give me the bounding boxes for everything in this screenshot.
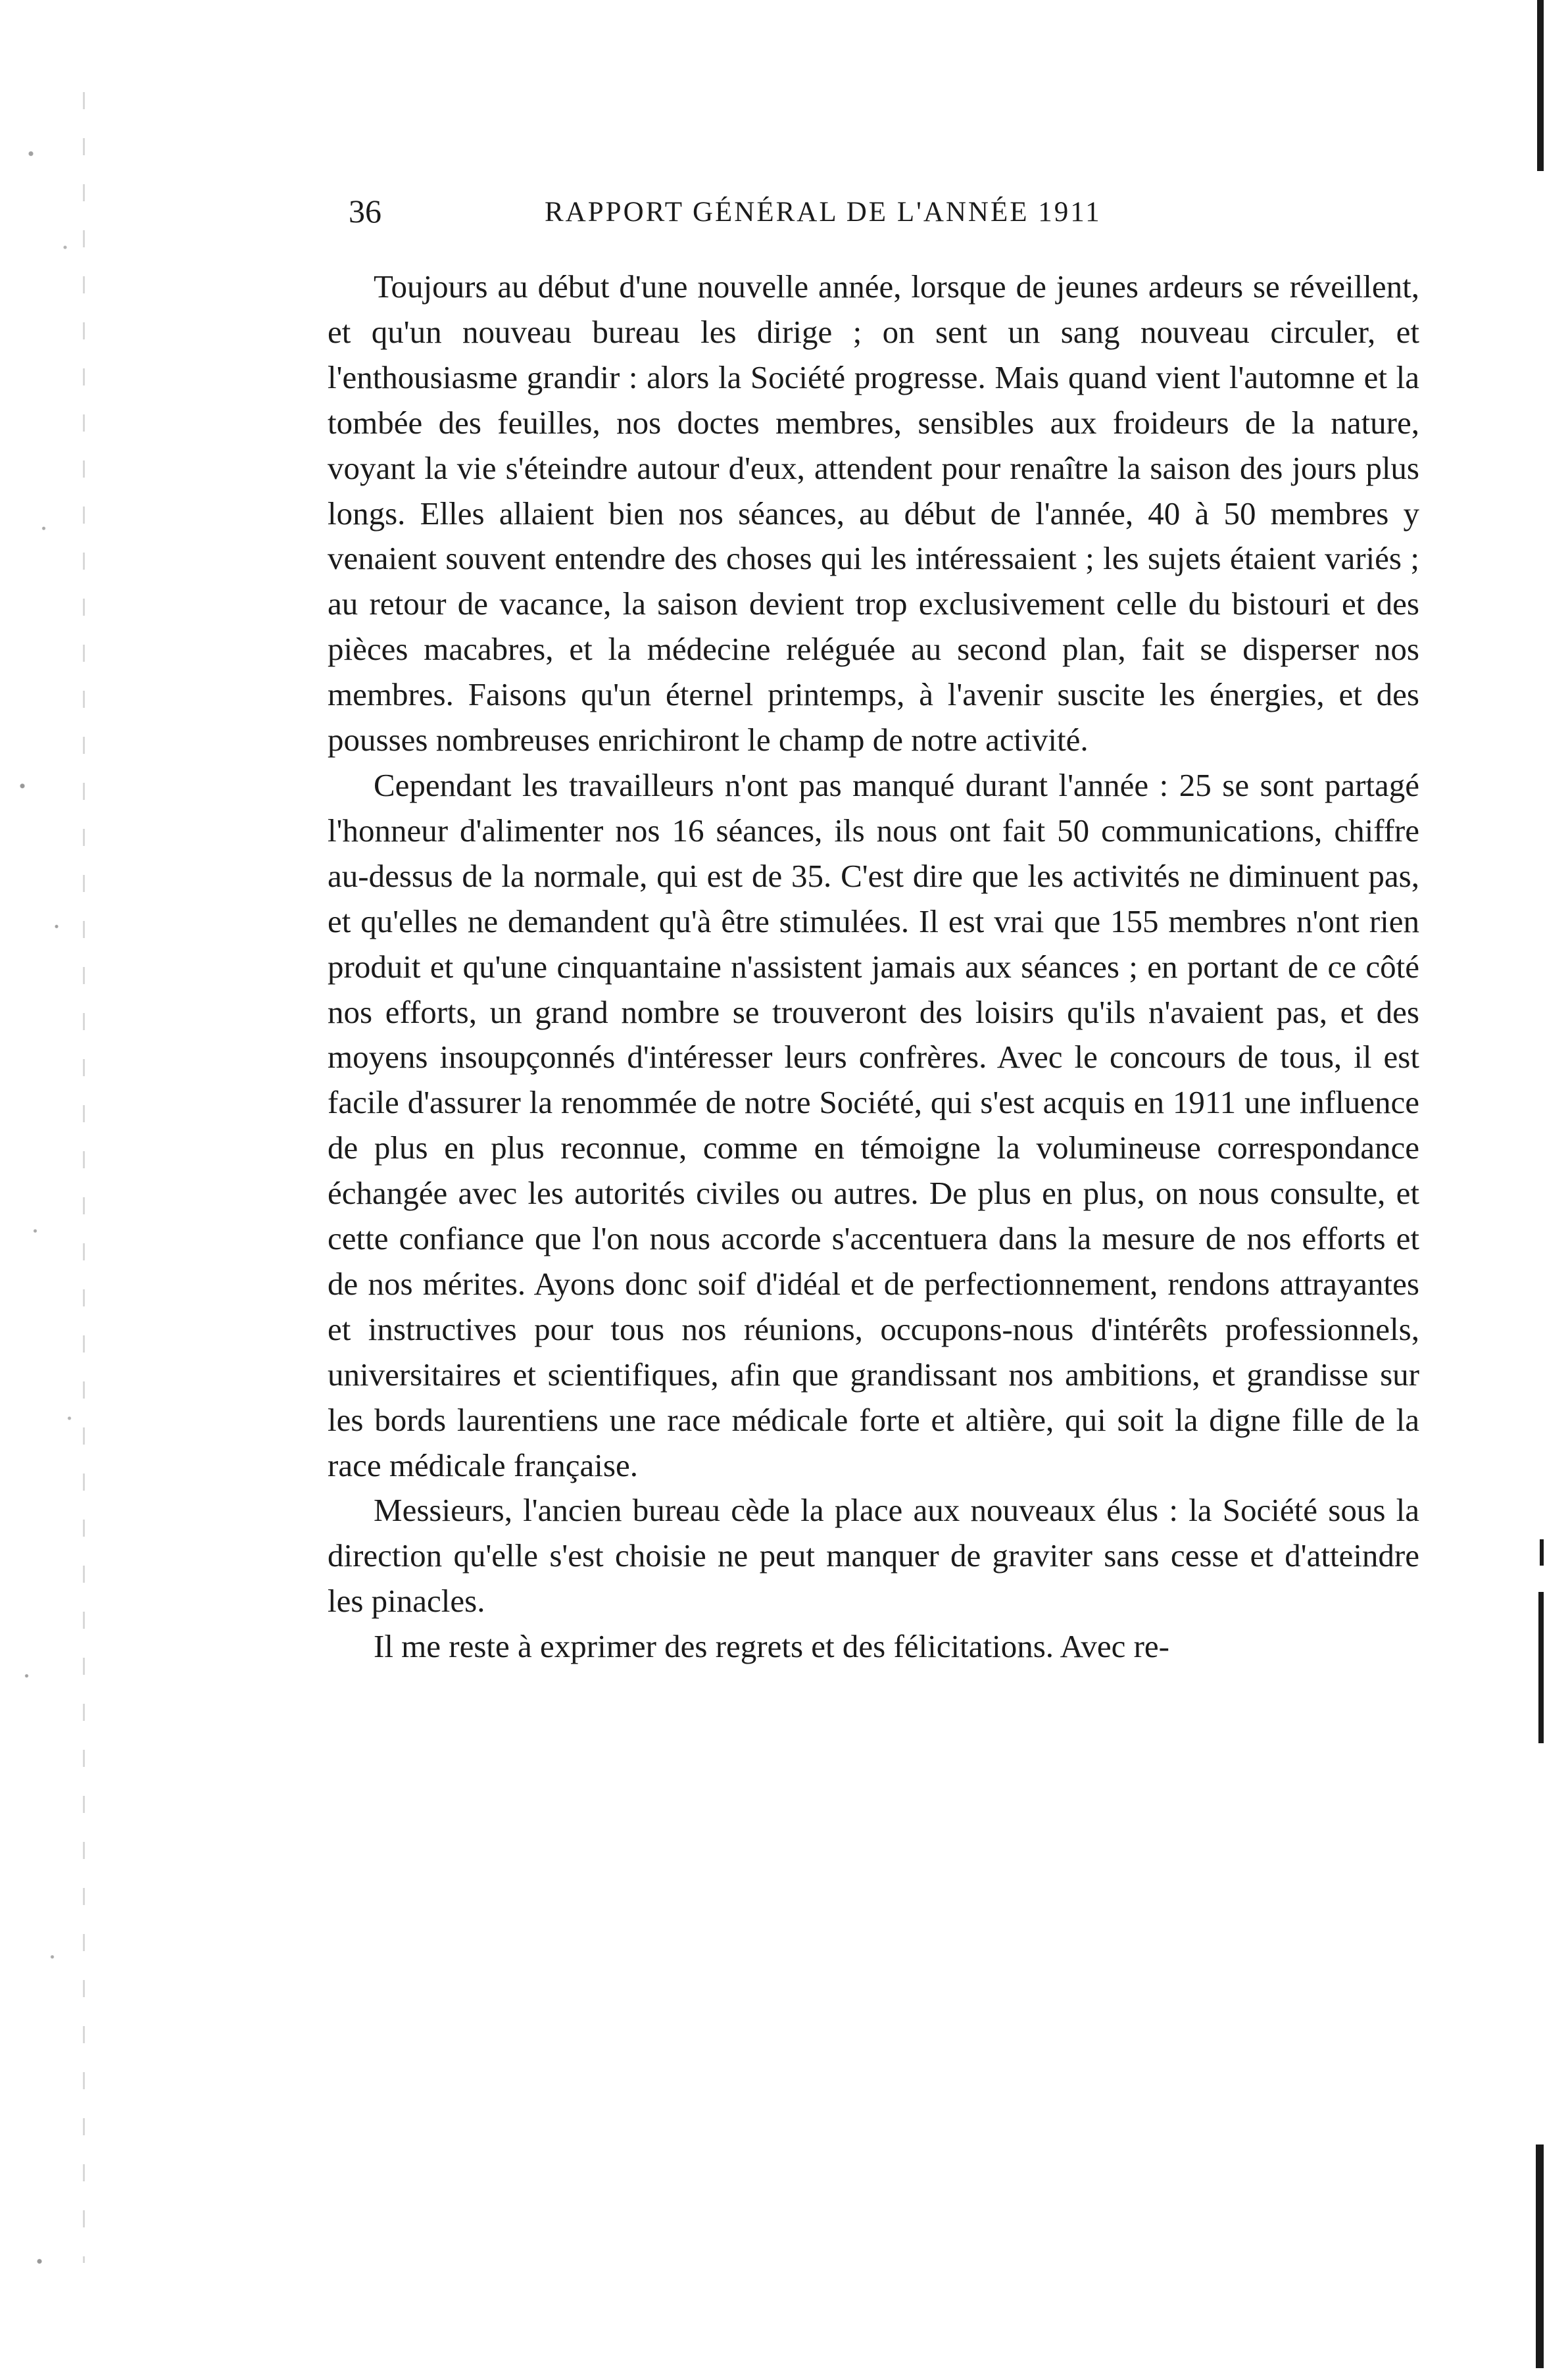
scan-margin-left — [5, 13, 91, 2355]
page-number: 36 — [349, 193, 381, 230]
page-header — [328, 178, 1419, 257]
paragraph: Messieurs, l'ancien bureau cède la place aux nouveaux élus : la Société sous la direction qu'elle s'est choisie ne peut manquer de graviter sans cesse et d'atteindre les pinacles. — [328, 1492, 1419, 1620]
running-head: RAPPORT GÉNÉRAL DE L'ANNÉE 1911 — [545, 197, 1102, 228]
scan-edge-mark — [1538, 1592, 1544, 1743]
body-text — [328, 264, 1419, 1670]
scan-edge-mark — [1537, 0, 1544, 171]
scan-edge-mark — [1540, 1539, 1544, 1566]
paragraph: Il me reste à exprimer des regrets et des félicitations. Avec re- — [374, 1628, 1169, 1665]
scan-edge-mark — [1536, 2144, 1544, 2368]
paragraph: Toujours au début d'une nouvelle année, lorsque de jeunes ardeurs se réveillent, et qu'un nouveau bureau les dirige ; on sent un sang nouveau circuler, et l'enthousiasme grandir : alors la Société progresse. Mais quand vient l'automne et la tombée des feuilles, nos doctes membres, sensibles aux froideurs de la nature, voyant la vie s'éteindre autour d'eux, attendent pour renaître la saison des jours plus longs. Elles allaient bien nos séances, au début de l'année, 40 à 50 membres y venaient souvent entendre des choses qui les intéressaient ; les sujets étaient variés ; au retour de vacance, la saison devient trop exclusivement celle du bistouri et des pièces macabres, et la médecine reléguée au second plan, fait se disperser nos membres. Faisons qu'un éternel printemps, à l'avenir suscite les énergies, et des pousses nombreuses enrichiront le champ de notre activité. — [328, 268, 1419, 758]
scan-margin-right — [1528, 0, 1545, 2380]
paragraph: Cependant les travailleurs n'ont pas manqué durant l'année : 25 se sont partagé l'honneur d'alimenter nos 16 séances, ils nous ont fait 50 communications, chiffre au-dessus de la normale, qui est de 35. C'est dire que les activités ne diminuent pas, et qu'elles ne demandent qu'à être stimulées. Il est vrai que 155 membres n'ont rien produit et qu'une cinquantaine n'assistent jamais aux séances ; en portant de ce côté nos efforts, un grand nombre se trouveront des loisirs qu'ils n'avaient pas, et des moyens insoupçonnés d'intéresser leurs confrères. Avec le concours de tous, il est facile d'assurer la renommée de notre Société, qui s'est acquis en 1911 une influence de plus en plus reconnue, comme en témoigne la volumineuse correspondance échangée avec les autorités civiles ou autres. De plus en plus, on nous consulte, et cette confiance que l'on nous accorde s'accentuera dans la mesure de nos efforts et de nos mérites. Ayons donc soif d'idéal et de perfectionnement, rendons attrayantes et instructives pour tous nos réunions, occupons-nous d'intérêts professionnels, universitaires et scientifiques, afin que grandissant nos ambitions, et grandisse sur les bords laurentiens une race médicale forte et altière, qui soit la digne fille de la race médicale française. — [328, 766, 1419, 1483]
book-page — [328, 178, 1419, 1670]
